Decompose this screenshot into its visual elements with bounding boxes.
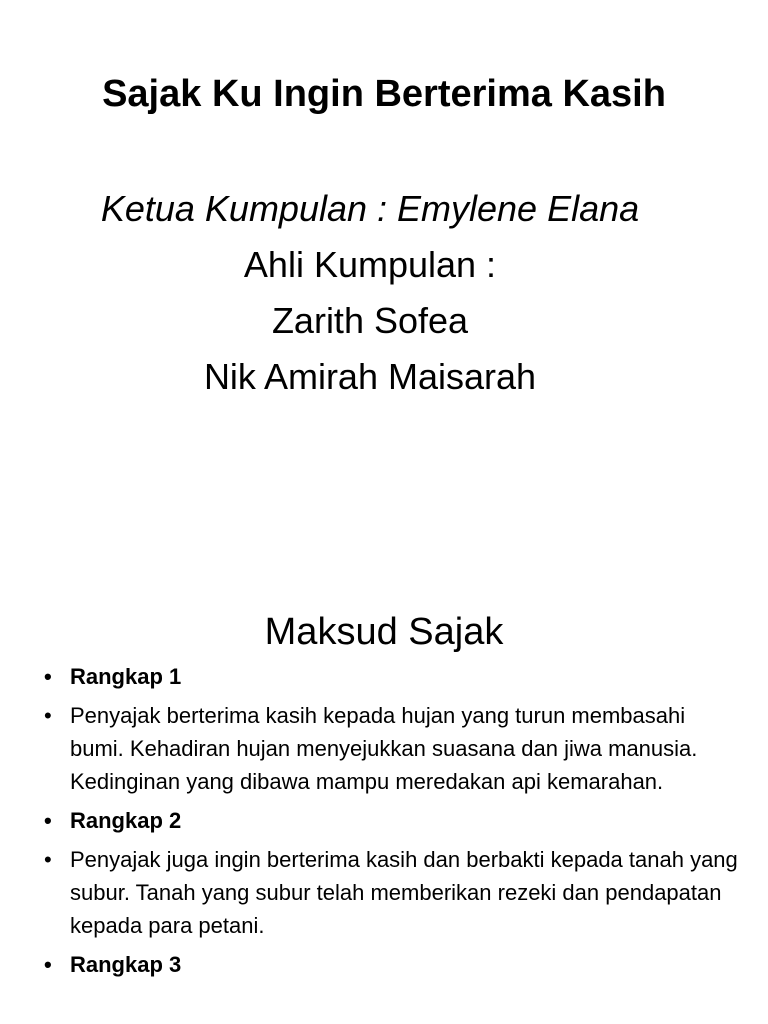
bullet-item — [44, 699, 744, 798]
bullet-text: Rangkap 1 — [70, 664, 182, 689]
members-label: Ahli Kumpulan : — [243, 244, 497, 285]
bullet-text: Penyajak juga ingin berterima kasih dan berbakti kepada tanah yang subur. Tanah yang subur telah memberikan rezeki dan pendapatan kepada para petani. — [70, 847, 738, 938]
group-leader: Ketua Kumpulan : Emylene Elana — [100, 188, 640, 229]
member-name: Zarith Sofea — [271, 300, 469, 341]
slide-title: Sajak Ku Ingin Berterima Kasih — [102, 73, 666, 115]
bullet-icon: • — [44, 664, 52, 689]
slide-title: Maksud Sajak — [264, 611, 504, 653]
bullet-icon: • — [44, 808, 52, 833]
bullet-item — [44, 804, 744, 837]
bullet-item — [44, 660, 744, 693]
bullet-item — [44, 948, 744, 981]
bullet-list — [44, 660, 744, 987]
bullet-text: Rangkap 2 — [70, 808, 182, 833]
bullet-text: Penyajak berterima kasih kepada hujan yang turun membasahi bumi. Kehadiran hujan menyejukkan suasana dan jiwa manusia. Kedinginan yang dibawa mampu meredakan api kemarahan. — [70, 703, 698, 794]
slide-maksud-sajak — [0, 576, 768, 1024]
group-info — [100, 186, 640, 405]
bullet-icon: • — [44, 703, 52, 728]
bullet-icon: • — [44, 847, 52, 872]
bullet-text: Rangkap 3 — [70, 952, 182, 977]
member-name: Nik Amirah Maisarah — [203, 356, 537, 397]
bullet-icon: • — [44, 952, 52, 977]
bullet-item — [44, 843, 744, 942]
